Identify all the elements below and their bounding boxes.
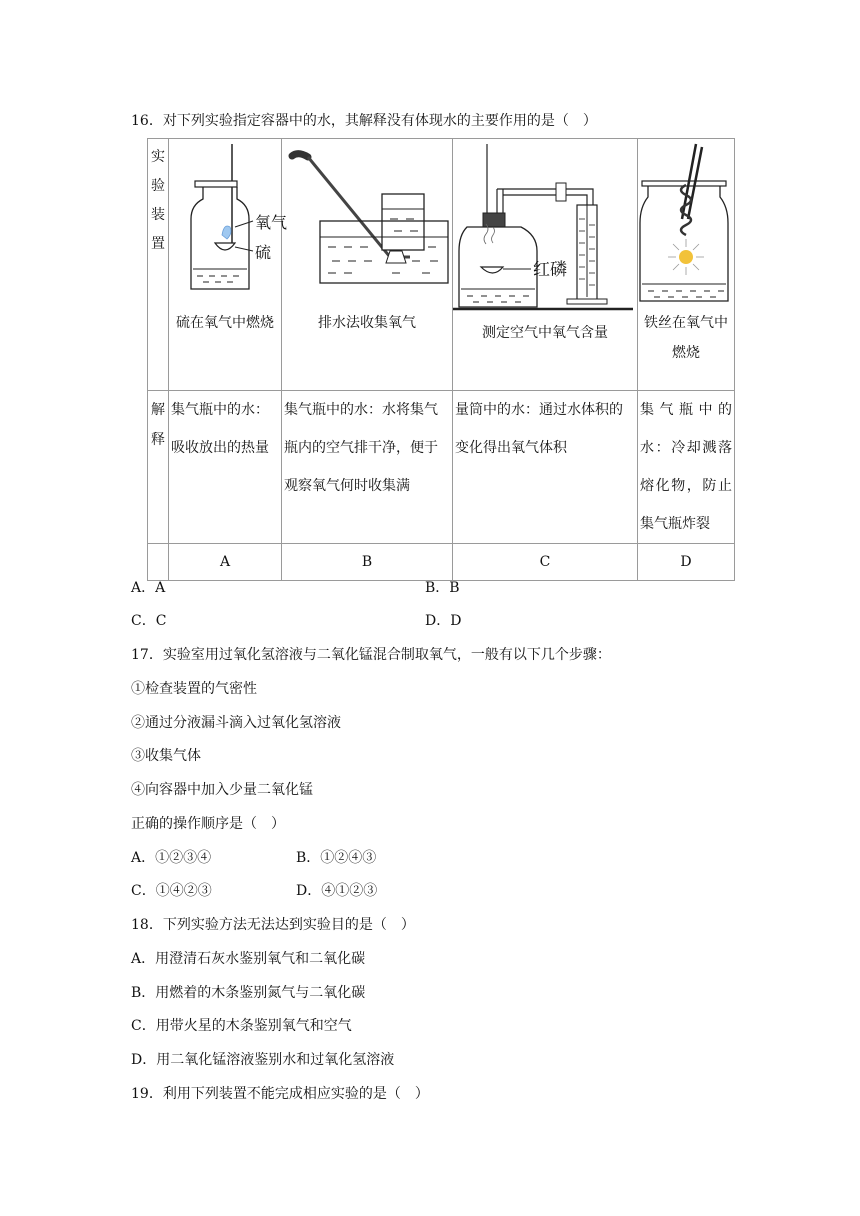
q16-option-b[interactable]: B．B	[425, 580, 460, 596]
q18-option-d[interactable]: D．用二氧化锰溶液鉴别水和过氧化氢溶液	[131, 1052, 395, 1068]
q18-option-a[interactable]: A．用澄清石灰水鉴别氧气和二氧化碳	[131, 951, 366, 967]
explain-a: 集气瓶中的水：吸收放出的热量	[169, 391, 282, 544]
explain-b: 集气瓶中的水：水将集气瓶内的空气排干净，便于观察氧气何时收集满	[282, 391, 453, 544]
q18-option-c[interactable]: C．用带火星的木条鉴别氧气和空气	[131, 1018, 352, 1034]
explain-c: 量筒中的水：通过水体积的变化得出氧气体积	[453, 391, 638, 544]
caption-a: 硫在氧气中燃烧	[176, 315, 274, 331]
q17-step-1: ①检查装置的气密性	[131, 681, 257, 697]
row-label-explain	[148, 391, 169, 544]
q17-stem: 17．实验室用过氧化氢溶液与二氧化锰混合制取氧气，一般有以下几个步骤：	[131, 647, 611, 663]
sulfur-burning-apparatus	[169, 139, 288, 304]
q17-step-4: ④向容器中加入少量二氧化锰	[131, 782, 313, 798]
explain-d: 集气瓶中的水：冷却溅落熔化物，防止集气瓶炸裂	[638, 391, 735, 544]
answer-letter-c: C	[453, 544, 638, 581]
answer-letter-d: D	[638, 544, 735, 581]
q16-stem: 16．对下列实验指定容器中的水，其解释没有体现水的主要作用的是（ ）	[131, 113, 597, 129]
q17-option-b[interactable]: B．①②④③	[296, 850, 377, 866]
cell-b-setup	[282, 139, 453, 391]
q17-step-2: ②通过分液漏斗滴入过氧化氢溶液	[131, 715, 341, 731]
cell-d-setup	[638, 139, 735, 391]
q16-option-c[interactable]: C．C	[131, 613, 167, 629]
q18-stem: 18．下列实验方法无法达到实验目的是（ ）	[131, 917, 415, 933]
q18-option-b[interactable]: B．用燃着的木条鉴别氮气与二氧化碳	[131, 985, 366, 1001]
row-label-setup-text: 实验装置	[151, 149, 165, 252]
oxygen-content-apparatus	[453, 139, 637, 314]
cell-c-setup	[453, 139, 638, 391]
label-sulfur: 硫	[255, 243, 272, 262]
caption-b: 排水法收集氧气	[318, 315, 416, 331]
q16-table	[147, 138, 735, 581]
answer-letter-a: A	[169, 544, 282, 581]
caption-d: 铁丝在氧气中燃烧	[644, 315, 728, 361]
q17-step-3: ③收集气体	[131, 748, 201, 764]
row-label-setup	[148, 139, 169, 391]
label-red-phosphorus: 红磷	[533, 260, 567, 280]
cell-a-setup	[169, 139, 288, 391]
iron-wire-apparatus	[638, 139, 734, 304]
q19-stem: 19．利用下列装置不能完成相应实验的是（ ）	[131, 1086, 429, 1102]
answer-letter-b: B	[282, 544, 453, 581]
q17-question: 正确的操作顺序是（ ）	[131, 816, 285, 832]
q16-option-a[interactable]: A．A	[131, 580, 166, 596]
q16-option-d[interactable]: D．D	[425, 613, 462, 629]
water-collection-apparatus	[282, 139, 452, 304]
q17-option-d[interactable]: D．④①②③	[296, 883, 378, 899]
caption-c: 测定空气中氧气含量	[482, 325, 608, 341]
row-label-explain-text: 解释	[151, 402, 165, 448]
label-oxygen: 氧气	[255, 213, 288, 232]
q17-option-c[interactable]: C．①④②③	[131, 883, 212, 899]
answer-row-blank	[148, 544, 169, 581]
q17-option-a[interactable]: A．①②③④	[131, 850, 212, 866]
